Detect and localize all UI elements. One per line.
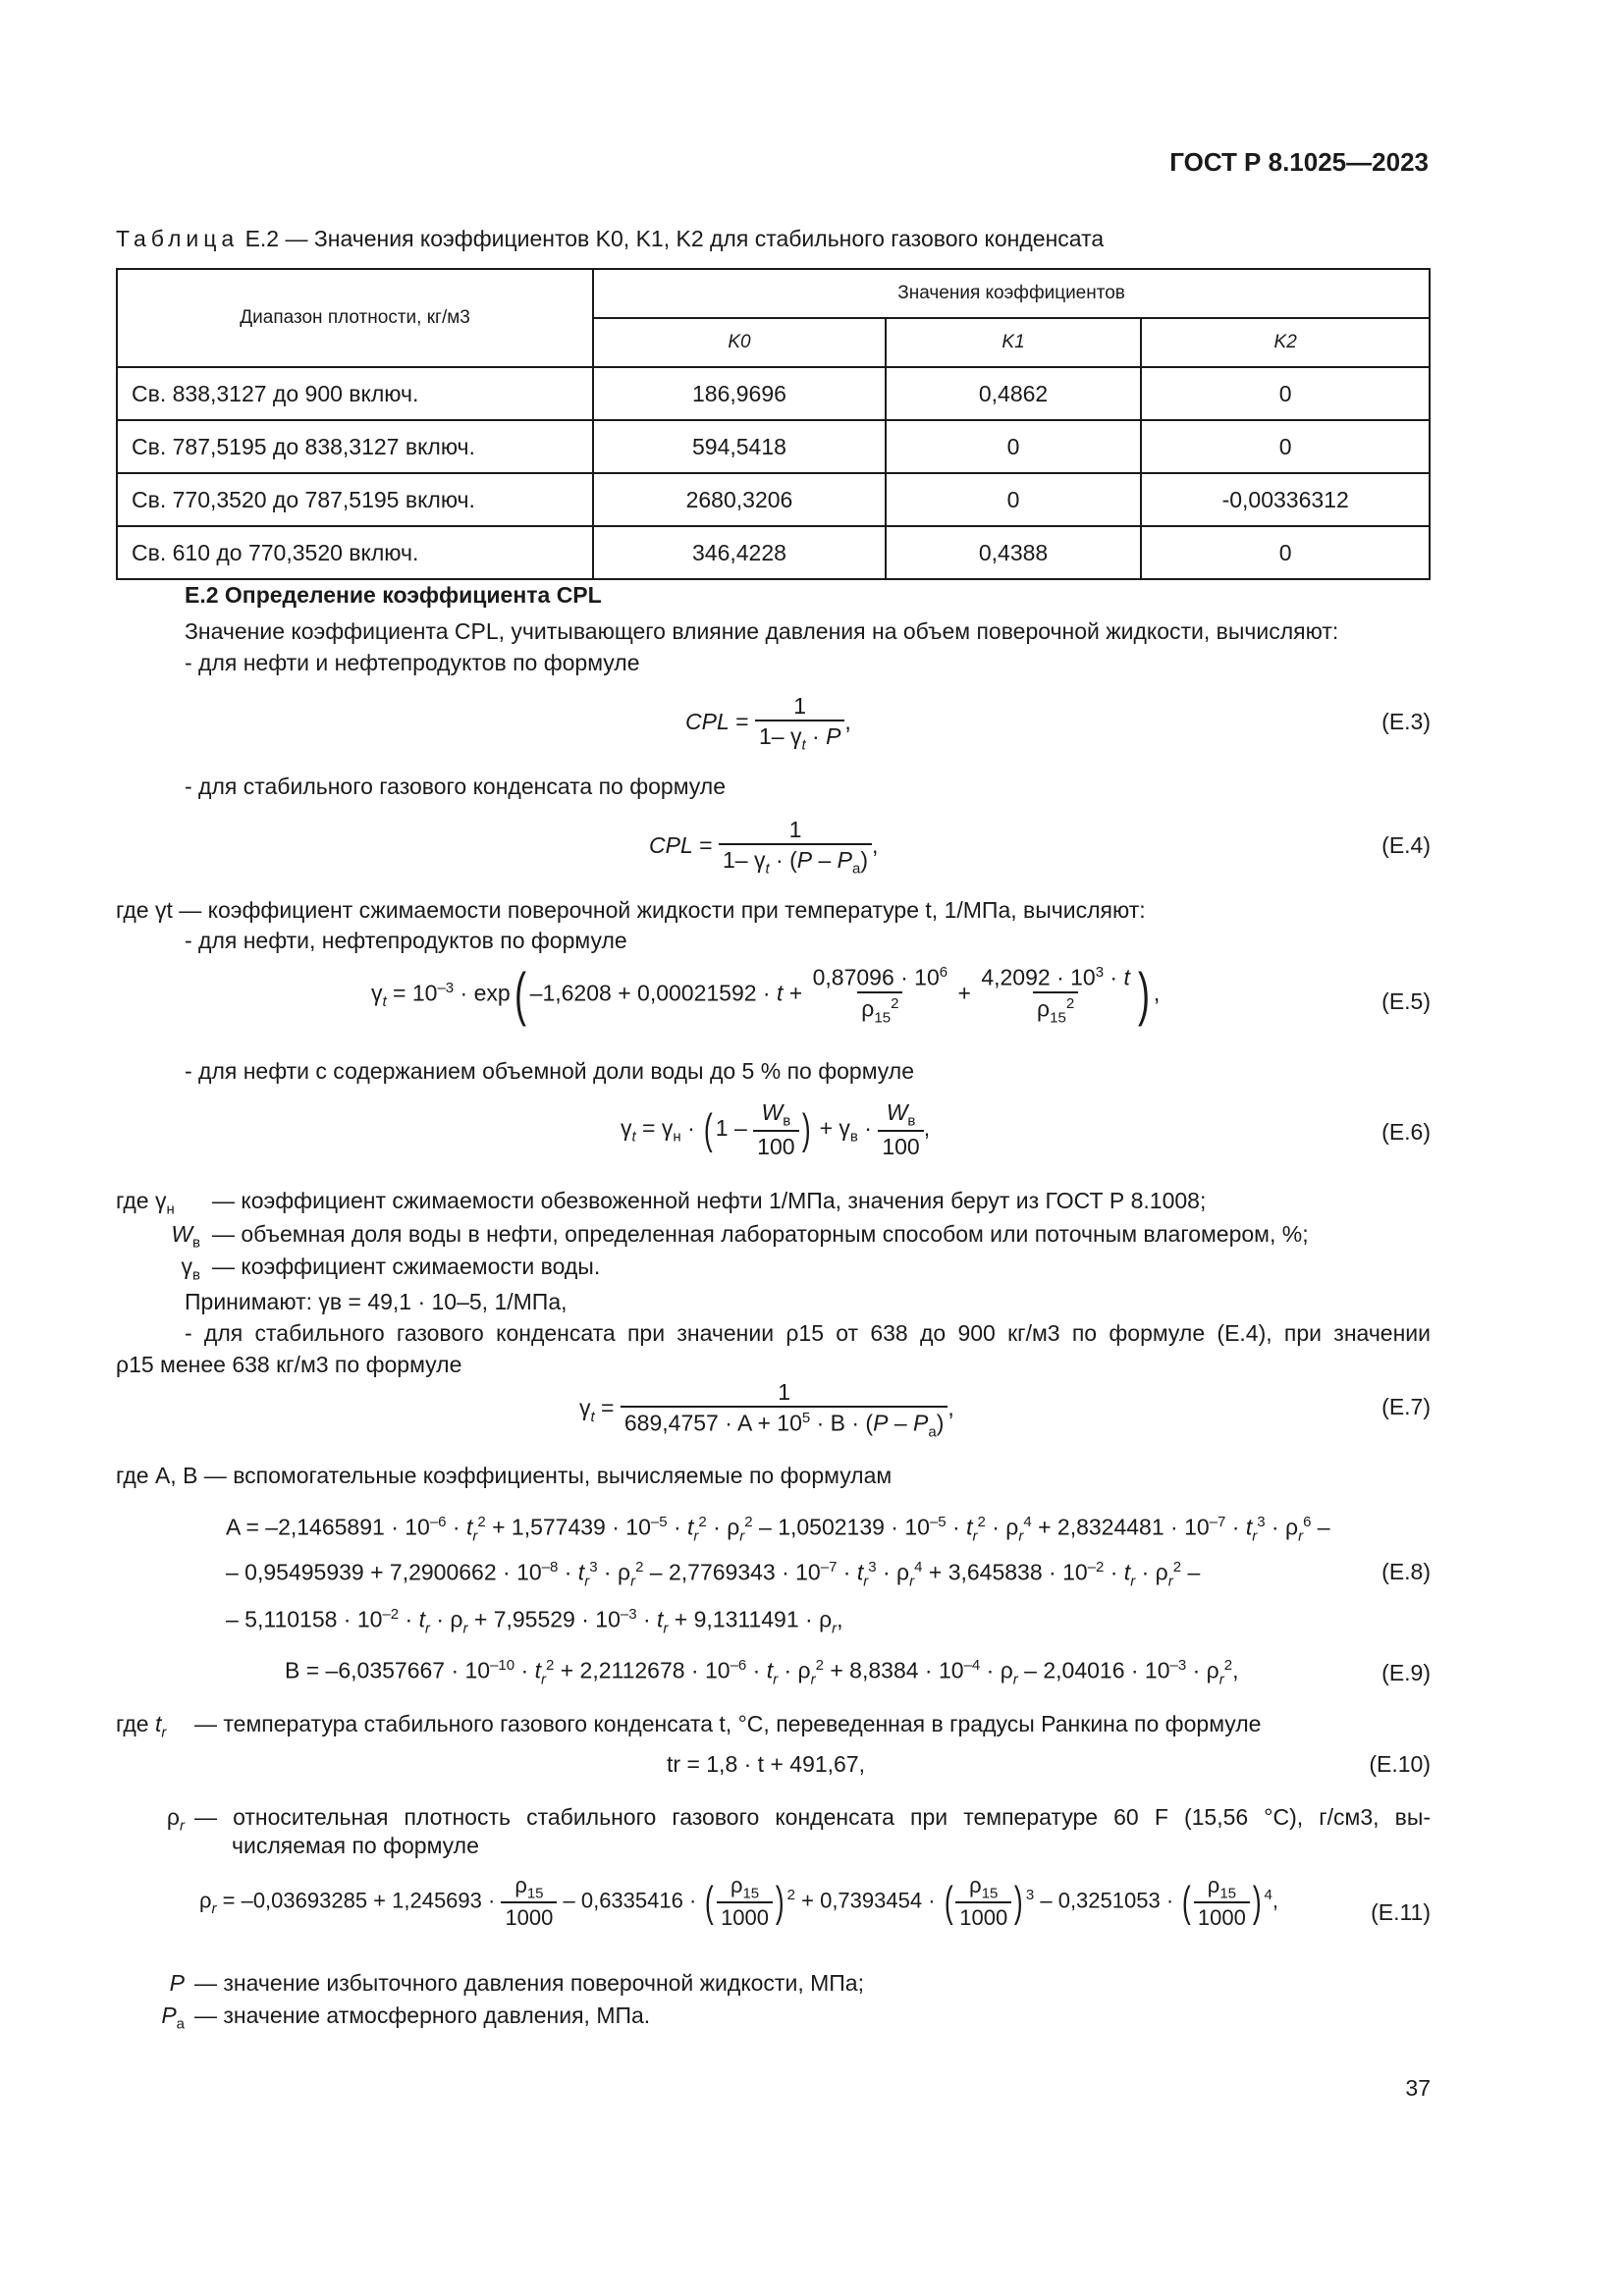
label-gamma-n: где $\gamma_н$ xyxy=(116,1188,175,1218)
formula-e8-line3: – $5,110158 \cdot 10^{-2} \cdot t_r \cdot \rho_r + 7,95529 \cdot 10^{-3} \cdot t_r + 9,1311491 \cdot \rho_r$, xyxy=(226,1606,843,1637)
section-title: Е.2 Определение коэффициента CPL xyxy=(185,582,602,608)
eq-number-e8: (Е.8) xyxy=(1381,1559,1431,1584)
cell-k2: 0 xyxy=(1141,526,1430,579)
def-gamma-v: — коэффициент сжимаемости воды. xyxy=(212,1254,601,1279)
col-header-k0: K0 xyxy=(593,318,886,367)
label-w-v: $W_в$ xyxy=(171,1221,200,1252)
cell-k2: -0,00336312 xyxy=(1141,473,1430,526)
where-gamma-line: где γt — коэффициент сжимаемости поверочной жидкости при температуре t, 1/МПа, вычисляют: xyxy=(116,897,1146,923)
cell-k1: 0 xyxy=(886,473,1142,526)
def-gamma-n: — коэффициент сжимаемости обезвоженной нефти 1/МПа, значения берут из ГОСТ Р 8.1008; xyxy=(212,1188,1207,1213)
gas-range-line1: - для стабильного газового конденсата при значении ρ15 от 638 до 900 кг/м3 по формуле (Е.4), при значении xyxy=(185,1320,1431,1346)
gas-range-line2: ρ15 менее 638 кг/м3 по формуле xyxy=(116,1352,462,1377)
formula-e8-line1: $A = -2,1465891 \cdot 10^{-6} \cdot t_r^2 + 1,577439 \cdot 10^{-5} \cdot t_r^2 \cdot \rho_r^2 - 1,0502139 \cdot 10^{-5} \cdot t_r^2 \cdot \rho_r^4 + 2,8324481 \cdot 10^{-7} \cdot t_r^3 \cdot \rho_r^6$ – xyxy=(226,1514,1330,1545)
cell-k2: 0 xyxy=(1141,420,1430,473)
table-caption xyxy=(116,226,1104,252)
cell-k1: 0,4388 xyxy=(886,526,1142,579)
gas-condensate-line: - для стабильного газового конденсата по формуле xyxy=(185,774,726,799)
where-ab-line: где А, В — вспомогательные коэффициенты, вычисляемые по формулам xyxy=(116,1463,893,1488)
eq-number-e10: (Е.10) xyxy=(1369,1751,1431,1777)
label-rho-r: $\rho_r$ xyxy=(166,1804,185,1835)
cell-range: Св. 787,5195 до 838,3127 включ. xyxy=(117,420,593,473)
eq-number-e6: (Е.6) xyxy=(1381,1119,1431,1145)
def-rho-r-2: числяемая по формуле xyxy=(232,1833,479,1858)
cell-range: Св. 770,3520 до 787,5195 включ. xyxy=(117,473,593,526)
cell-k0: 186,9696 xyxy=(593,367,886,420)
label-pa: $P_а$ xyxy=(161,2002,185,2033)
formula-e8-line2: – $0,95495939 + 7,2900662 \cdot 10^{-8} \cdot t_r^3 \cdot \rho_r^2 - 2,7769343 \cdot 10^{-7} \cdot t_r^3 \cdot \rho_r^4 + 3,645838 \cdot 10^{-2} \cdot t_r \cdot \rho_r^2$ – xyxy=(226,1559,1201,1590)
page-number: 37 xyxy=(1405,2075,1431,2101)
oil-products-line: - для нефти и нефтепродуктов по формуле xyxy=(185,650,640,675)
cell-k0: 594,5418 xyxy=(593,420,886,473)
eq-number-e3: (Е.3) xyxy=(1381,709,1431,734)
formula-e7: $\gamma_t$ = $\frac{1}{689,4757 \cdot A + 10^5 \cdot B \cdot (P - P_а)}$ , xyxy=(579,1379,954,1441)
eq-number-e11: (Е.11) xyxy=(1371,1899,1431,1925)
formula-e10: tr = 1,8 · t + 491,67, xyxy=(667,1751,866,1777)
table-row xyxy=(117,420,1430,473)
formula-e9: $B = -6,0357667 \cdot 10^{-10} \cdot t_r^2 + 2,2112678 \cdot 10^{-6} \cdot t_r \cdot \rho_r^2 + 8,8384 \cdot 10^{-4} \cdot \rho_r - 2,04016 \cdot 10^{-3} \cdot \rho_r^2$, xyxy=(285,1657,1239,1688)
cell-range: Св. 838,3127 до 900 включ. xyxy=(117,367,593,420)
eq-number-e7: (Е.7) xyxy=(1381,1394,1431,1419)
eq-number-e5: (Е.5) xyxy=(1381,988,1431,1014)
def-w-v: — объемная доля воды в нефти, определенная лабораторным способом или поточным влагомером, %; xyxy=(212,1221,1309,1247)
formula-e6: $\gamma_t = \gamma_н$ · ( 1 – $\frac{W_в}{100}$ ) + $\gamma_в$ · $\frac{W_в}{100}$ , xyxy=(621,1099,931,1159)
table-caption-prefix: Таблица xyxy=(116,226,240,251)
col-header-range: Диапазон плотности, кг/м3 xyxy=(117,269,593,367)
eq-number-e9: (Е.9) xyxy=(1381,1660,1431,1685)
accept-line: Принимают: γв = 49,1 · 10–5, 1/МПа, xyxy=(185,1289,568,1314)
coefficients-table xyxy=(116,268,1431,580)
formula-e3: CPL = $\frac{1}{1- \gamma_t \cdot P}$ , xyxy=(685,693,851,754)
table-row xyxy=(117,367,1430,420)
intro-paragraph: Значение коэффициента CPL, учитывающего влияние давления на объем поверочной жидкости, вычисляют: xyxy=(185,618,1339,644)
cell-k1: 0,4862 xyxy=(886,367,1142,420)
label-gamma-v: $\gamma_в$ xyxy=(181,1254,200,1284)
eq-number-e4: (Е.4) xyxy=(1381,832,1431,858)
cell-k0: 346,4228 xyxy=(593,526,886,579)
formula-e5: $\gamma_t = 10^{-3} \cdot \exp$( –1,6208 + 0,00021592 · t + $\frac{0,87096 \cdot 10^6}{\rho_{15}^2}$ + $\frac{4,2092 \cdot 10^3 \cdot t}{\rho_{15}^2}$ ) , xyxy=(371,961,1161,1028)
standard-header: ГОСТ Р 8.1025—2023 xyxy=(1169,147,1429,177)
def-pa: — значение атмосферного давления, МПа. xyxy=(194,2002,651,2028)
def-p: — значение избыточного давления поверочной жидкости, МПа; xyxy=(194,1970,864,1996)
formula-e11: $\rho_r = -0,03693285 + 1,245693$ · $\frac{\rho_{15}}{1000}$ – 0,6335416 · ( $\frac{\rho_{15}}{1000}$ ) $^2$ + 0,7393454 · ( $\frac{\rho_{15}}{1000}$ ) $^3$ – 0,3251053 · ( $\frac{\rho_{15}}{1000}$ ) $^4$, xyxy=(199,1873,1278,1931)
table-caption-text: Е.2 — Значения коэффициентов K0, K1, K2 для стабильного газового конденсата xyxy=(244,226,1105,251)
col-header-k2: K2 xyxy=(1141,318,1430,367)
col-header-group: Значения коэффициентов xyxy=(593,269,1430,318)
cell-k2: 0 xyxy=(1141,367,1430,420)
label-p: P xyxy=(169,1970,185,1996)
table-row xyxy=(117,526,1430,579)
col-header-k1: K1 xyxy=(886,318,1142,367)
label-tr: где $t_r$ xyxy=(116,1711,167,1741)
oil-water-line: - для нефти с содержанием объемной доли воды до 5 % по формуле xyxy=(185,1058,914,1084)
cell-k0: 2680,3206 xyxy=(593,473,886,526)
oil-products2-line: - для нефти, нефтепродуктов по формуле xyxy=(185,928,627,953)
table-row xyxy=(117,473,1430,526)
def-rho-r-1: — относительная плотность стабильного газового конденсата при температуре 60 F (15,56 °С), г/см3, вы- xyxy=(194,1804,1432,1830)
cell-k1: 0 xyxy=(886,420,1142,473)
def-tr: — температура стабильного газового конденсата t, °С, переведенная в градусы Ранкина по формуле xyxy=(194,1711,1262,1736)
formula-e4: CPL = $\frac{1}{1- \gamma_t \cdot (P - P_а)}$ , xyxy=(649,817,879,878)
cell-range: Св. 610 до 770,3520 включ. xyxy=(117,526,593,579)
